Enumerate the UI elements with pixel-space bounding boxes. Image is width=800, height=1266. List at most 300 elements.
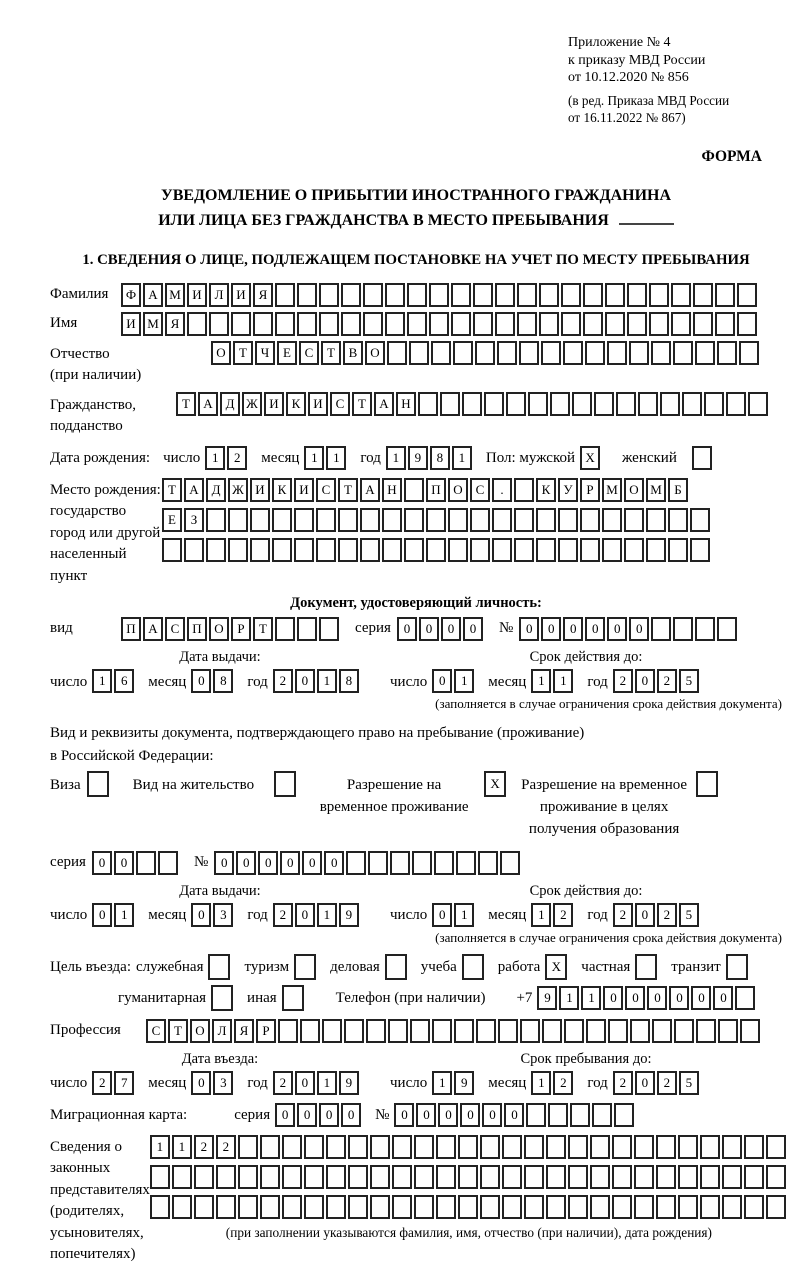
form-cell[interactable] [275, 283, 295, 307]
form-cell[interactable] [458, 1165, 478, 1189]
form-cell[interactable] [388, 1019, 408, 1043]
form-cell[interactable] [678, 1195, 698, 1219]
form-cell[interactable] [414, 1135, 434, 1159]
form-cell[interactable] [338, 538, 358, 562]
form-cell[interactable] [696, 1019, 716, 1043]
form-cell[interactable]: М [646, 478, 666, 502]
form-cell[interactable] [440, 392, 460, 416]
form-cell[interactable] [548, 1103, 568, 1127]
form-cell[interactable] [660, 392, 680, 416]
form-cell[interactable]: 1 [559, 986, 579, 1010]
form-cell[interactable]: 1 [581, 986, 601, 1010]
form-cell[interactable] [418, 392, 438, 416]
form-cell[interactable]: Р [256, 1019, 276, 1043]
form-cell[interactable] [322, 1019, 342, 1043]
form-cell[interactable]: К [536, 478, 556, 502]
form-cell[interactable] [528, 392, 548, 416]
form-cell[interactable] [436, 1195, 456, 1219]
form-cell[interactable] [629, 341, 649, 365]
form-cell[interactable]: И [294, 478, 314, 502]
form-cell[interactable] [476, 1019, 496, 1043]
form-cell[interactable] [206, 508, 226, 532]
form-cell[interactable] [656, 1195, 676, 1219]
form-cell[interactable] [700, 1195, 720, 1219]
form-cell[interactable]: Т [233, 341, 253, 365]
form-cell[interactable]: 0 [191, 1071, 211, 1095]
form-cell[interactable] [536, 538, 556, 562]
form-cell[interactable]: М [602, 478, 622, 502]
form-cell[interactable]: О [211, 341, 231, 365]
form-cell[interactable]: 2 [194, 1135, 214, 1159]
form-cell[interactable] [546, 1195, 566, 1219]
form-cell[interactable] [722, 1195, 742, 1219]
form-cell[interactable]: Ч [255, 341, 275, 365]
form-cell[interactable] [426, 538, 446, 562]
form-cell[interactable] [726, 392, 746, 416]
form-cell[interactable]: X [580, 446, 600, 470]
form-cell[interactable]: М [165, 283, 185, 307]
form-cell[interactable]: 0 [397, 617, 417, 641]
form-cell[interactable] [228, 508, 248, 532]
form-cell[interactable] [282, 1135, 302, 1159]
form-cell[interactable] [414, 1195, 434, 1219]
form-cell[interactable] [470, 538, 490, 562]
form-cell[interactable] [436, 1165, 456, 1189]
form-cell[interactable]: 0 [713, 986, 733, 1010]
form-cell[interactable]: С [330, 392, 350, 416]
form-cell[interactable]: 0 [214, 851, 234, 875]
form-cell[interactable] [412, 851, 432, 875]
form-cell[interactable] [568, 1165, 588, 1189]
form-cell[interactable] [297, 312, 317, 336]
form-cell[interactable] [692, 446, 712, 470]
form-cell[interactable]: 0 [635, 903, 655, 927]
form-cell[interactable]: 2 [273, 669, 293, 693]
form-cell[interactable]: 1 [92, 669, 112, 693]
form-cell[interactable]: И [264, 392, 284, 416]
form-cell[interactable] [370, 1135, 390, 1159]
form-cell[interactable] [392, 1195, 412, 1219]
form-cell[interactable]: У [558, 478, 578, 502]
form-cell[interactable]: 1 [317, 669, 337, 693]
form-cell[interactable]: 2 [613, 669, 633, 693]
form-cell[interactable]: 0 [419, 617, 439, 641]
form-cell[interactable] [717, 617, 737, 641]
form-cell[interactable]: 1 [205, 446, 225, 470]
form-cell[interactable] [722, 1165, 742, 1189]
form-cell[interactable]: 0 [302, 851, 322, 875]
form-cell[interactable]: 5 [679, 1071, 699, 1095]
form-cell[interactable] [451, 283, 471, 307]
form-cell[interactable]: Е [162, 508, 182, 532]
form-cell[interactable] [693, 283, 713, 307]
form-cell[interactable] [341, 283, 361, 307]
form-cell[interactable] [614, 1103, 634, 1127]
form-cell[interactable] [704, 392, 724, 416]
form-cell[interactable]: 1 [432, 1071, 452, 1095]
form-cell[interactable]: 9 [408, 446, 428, 470]
form-cell[interactable]: 6 [114, 669, 134, 693]
form-cell[interactable] [627, 312, 647, 336]
form-cell[interactable] [209, 312, 229, 336]
form-cell[interactable] [585, 341, 605, 365]
form-cell[interactable] [744, 1195, 764, 1219]
form-cell[interactable] [370, 1195, 390, 1219]
form-cell[interactable] [158, 851, 178, 875]
form-cell[interactable]: И [250, 478, 270, 502]
form-cell[interactable] [260, 1165, 280, 1189]
form-cell[interactable] [456, 851, 476, 875]
form-cell[interactable] [208, 954, 230, 980]
form-cell[interactable]: Т [321, 341, 341, 365]
form-cell[interactable]: 2 [273, 903, 293, 927]
form-cell[interactable] [275, 312, 295, 336]
form-cell[interactable] [480, 1165, 500, 1189]
form-cell[interactable] [718, 1019, 738, 1043]
form-cell[interactable]: 0 [635, 669, 655, 693]
form-cell[interactable] [414, 1165, 434, 1189]
form-cell[interactable] [583, 312, 603, 336]
form-cell[interactable]: 1 [531, 1071, 551, 1095]
form-cell[interactable] [297, 617, 317, 641]
form-cell[interactable] [630, 1019, 650, 1043]
form-cell[interactable]: Т [162, 478, 182, 502]
form-cell[interactable]: 8 [430, 446, 450, 470]
form-cell[interactable]: 1 [452, 446, 472, 470]
form-cell[interactable] [740, 1019, 760, 1043]
form-cell[interactable] [627, 283, 647, 307]
form-cell[interactable] [348, 1195, 368, 1219]
form-cell[interactable]: 0 [691, 986, 711, 1010]
form-cell[interactable] [480, 1195, 500, 1219]
form-cell[interactable] [514, 478, 534, 502]
form-cell[interactable] [612, 1195, 632, 1219]
form-cell[interactable] [294, 508, 314, 532]
form-cell[interactable]: Ж [228, 478, 248, 502]
form-cell[interactable]: М [143, 312, 163, 336]
form-cell[interactable] [184, 538, 204, 562]
form-cell[interactable]: 9 [339, 903, 359, 927]
form-cell[interactable] [250, 538, 270, 562]
form-cell[interactable]: 9 [339, 1071, 359, 1095]
form-cell[interactable] [580, 508, 600, 532]
form-cell[interactable] [612, 1165, 632, 1189]
form-cell[interactable]: И [308, 392, 328, 416]
form-cell[interactable]: И [187, 283, 207, 307]
form-cell[interactable]: Р [231, 617, 251, 641]
form-cell[interactable] [690, 508, 710, 532]
form-cell[interactable] [612, 1135, 632, 1159]
form-cell[interactable] [300, 1019, 320, 1043]
form-cell[interactable]: X [545, 954, 567, 980]
form-cell[interactable] [590, 1195, 610, 1219]
form-cell[interactable] [517, 312, 537, 336]
form-cell[interactable] [649, 283, 669, 307]
form-cell[interactable] [558, 538, 578, 562]
form-cell[interactable]: X [484, 771, 506, 797]
form-cell[interactable] [564, 1019, 584, 1043]
form-cell[interactable] [404, 538, 424, 562]
form-cell[interactable]: П [121, 617, 141, 641]
form-cell[interactable] [231, 312, 251, 336]
form-cell[interactable]: 1 [454, 903, 474, 927]
form-cell[interactable] [539, 312, 559, 336]
form-cell[interactable]: К [272, 478, 292, 502]
form-cell[interactable]: В [343, 341, 363, 365]
form-cell[interactable] [484, 392, 504, 416]
form-cell[interactable] [624, 538, 644, 562]
form-cell[interactable] [649, 312, 669, 336]
form-cell[interactable]: П [187, 617, 207, 641]
form-cell[interactable]: 3 [213, 903, 233, 927]
form-cell[interactable] [526, 1103, 546, 1127]
form-cell[interactable] [150, 1165, 170, 1189]
form-cell[interactable] [524, 1165, 544, 1189]
form-cell[interactable] [498, 1019, 518, 1043]
form-cell[interactable]: 2 [553, 1071, 573, 1095]
form-cell[interactable]: 0 [432, 903, 452, 927]
form-cell[interactable]: С [165, 617, 185, 641]
form-cell[interactable]: 0 [607, 617, 627, 641]
form-cell[interactable] [546, 1165, 566, 1189]
form-cell[interactable]: 1 [326, 446, 346, 470]
form-cell[interactable] [635, 954, 657, 980]
form-cell[interactable] [497, 341, 517, 365]
form-cell[interactable]: П [426, 478, 446, 502]
form-cell[interactable]: О [209, 617, 229, 641]
form-cell[interactable] [348, 1165, 368, 1189]
form-cell[interactable] [360, 538, 380, 562]
form-cell[interactable] [656, 1165, 676, 1189]
form-cell[interactable] [385, 312, 405, 336]
form-cell[interactable]: С [316, 478, 336, 502]
form-cell[interactable] [739, 341, 759, 365]
form-cell[interactable]: Т [168, 1019, 188, 1043]
form-cell[interactable] [409, 341, 429, 365]
form-cell[interactable] [671, 312, 691, 336]
form-cell[interactable] [426, 508, 446, 532]
form-cell[interactable]: 2 [553, 903, 573, 927]
form-cell[interactable]: Т [338, 478, 358, 502]
form-cell[interactable] [260, 1135, 280, 1159]
form-cell[interactable] [570, 1103, 590, 1127]
form-cell[interactable] [458, 1135, 478, 1159]
form-cell[interactable] [319, 312, 339, 336]
form-cell[interactable]: Л [212, 1019, 232, 1043]
form-cell[interactable] [715, 312, 735, 336]
form-cell[interactable]: 0 [585, 617, 605, 641]
form-cell[interactable]: А [360, 478, 380, 502]
form-cell[interactable]: 2 [657, 1071, 677, 1095]
form-cell[interactable]: 0 [563, 617, 583, 641]
form-cell[interactable] [392, 1165, 412, 1189]
form-cell[interactable] [715, 283, 735, 307]
form-cell[interactable]: 0 [460, 1103, 480, 1127]
form-cell[interactable]: 0 [275, 1103, 295, 1127]
form-cell[interactable] [744, 1165, 764, 1189]
form-cell[interactable] [695, 341, 715, 365]
form-cell[interactable] [590, 1165, 610, 1189]
form-cell[interactable]: Е [277, 341, 297, 365]
form-cell[interactable]: Л [209, 283, 229, 307]
form-cell[interactable] [539, 283, 559, 307]
form-cell[interactable]: 0 [258, 851, 278, 875]
form-cell[interactable] [602, 538, 622, 562]
form-cell[interactable] [366, 1019, 386, 1043]
form-cell[interactable] [172, 1165, 192, 1189]
form-cell[interactable] [656, 1135, 676, 1159]
form-cell[interactable] [586, 1019, 606, 1043]
form-cell[interactable] [282, 985, 304, 1011]
form-cell[interactable] [646, 508, 666, 532]
form-cell[interactable]: О [448, 478, 468, 502]
form-cell[interactable]: 1 [317, 1071, 337, 1095]
form-cell[interactable] [274, 771, 296, 797]
form-cell[interactable]: 2 [92, 1071, 112, 1095]
form-cell[interactable] [473, 312, 493, 336]
form-cell[interactable]: 0 [438, 1103, 458, 1127]
form-cell[interactable]: 2 [216, 1135, 236, 1159]
form-cell[interactable] [187, 312, 207, 336]
form-cell[interactable]: А [143, 617, 163, 641]
form-cell[interactable] [514, 538, 534, 562]
form-cell[interactable] [624, 508, 644, 532]
form-cell[interactable] [700, 1165, 720, 1189]
form-cell[interactable] [536, 508, 556, 532]
form-cell[interactable] [434, 851, 454, 875]
form-cell[interactable] [722, 1135, 742, 1159]
form-cell[interactable] [194, 1165, 214, 1189]
form-cell[interactable]: 0 [341, 1103, 361, 1127]
form-cell[interactable] [572, 392, 592, 416]
form-cell[interactable]: 1 [531, 669, 551, 693]
form-cell[interactable] [668, 538, 688, 562]
form-cell[interactable]: 7 [114, 1071, 134, 1095]
form-cell[interactable]: 0 [191, 903, 211, 927]
form-cell[interactable] [458, 1195, 478, 1219]
form-cell[interactable] [282, 1195, 302, 1219]
form-cell[interactable] [668, 508, 688, 532]
form-cell[interactable] [592, 1103, 612, 1127]
form-cell[interactable]: И [231, 283, 251, 307]
form-cell[interactable] [453, 341, 473, 365]
form-cell[interactable] [678, 1135, 698, 1159]
form-cell[interactable] [363, 283, 383, 307]
form-cell[interactable] [387, 341, 407, 365]
form-cell[interactable] [304, 1195, 324, 1219]
form-cell[interactable] [506, 392, 526, 416]
form-cell[interactable] [495, 283, 515, 307]
form-cell[interactable] [436, 1135, 456, 1159]
form-cell[interactable] [194, 1195, 214, 1219]
form-cell[interactable] [282, 1165, 302, 1189]
form-cell[interactable] [646, 538, 666, 562]
form-cell[interactable]: О [624, 478, 644, 502]
form-cell[interactable]: О [190, 1019, 210, 1043]
form-cell[interactable] [583, 283, 603, 307]
form-cell[interactable]: 0 [541, 617, 561, 641]
form-cell[interactable] [454, 1019, 474, 1043]
form-cell[interactable] [451, 312, 471, 336]
form-cell[interactable]: 0 [603, 986, 623, 1010]
form-cell[interactable] [344, 1019, 364, 1043]
form-cell[interactable]: 1 [386, 446, 406, 470]
form-cell[interactable]: Т [253, 617, 273, 641]
form-cell[interactable]: 0 [441, 617, 461, 641]
form-cell[interactable]: 2 [613, 1071, 633, 1095]
form-cell[interactable] [561, 312, 581, 336]
form-cell[interactable] [238, 1165, 258, 1189]
form-cell[interactable]: А [198, 392, 218, 416]
form-cell[interactable]: С [299, 341, 319, 365]
form-cell[interactable] [558, 508, 578, 532]
form-cell[interactable] [717, 341, 737, 365]
form-cell[interactable]: 1 [454, 669, 474, 693]
form-cell[interactable] [346, 851, 366, 875]
form-cell[interactable]: 0 [482, 1103, 502, 1127]
form-cell[interactable]: 0 [114, 851, 134, 875]
form-cell[interactable] [238, 1195, 258, 1219]
form-cell[interactable] [735, 986, 755, 1010]
form-cell[interactable] [211, 985, 233, 1011]
form-cell[interactable] [492, 538, 512, 562]
form-cell[interactable]: 0 [394, 1103, 414, 1127]
form-cell[interactable] [429, 312, 449, 336]
form-cell[interactable]: 2 [227, 446, 247, 470]
form-cell[interactable]: 8 [339, 669, 359, 693]
form-cell[interactable] [495, 312, 515, 336]
form-cell[interactable] [448, 508, 468, 532]
form-cell[interactable]: 9 [537, 986, 557, 1010]
form-cell[interactable] [690, 538, 710, 562]
form-cell[interactable] [429, 283, 449, 307]
form-cell[interactable] [671, 283, 691, 307]
form-cell[interactable]: 0 [92, 903, 112, 927]
form-cell[interactable] [253, 312, 273, 336]
form-cell[interactable] [206, 538, 226, 562]
form-cell[interactable]: Д [206, 478, 226, 502]
form-cell[interactable] [462, 954, 484, 980]
form-cell[interactable] [316, 538, 336, 562]
form-cell[interactable] [634, 1165, 654, 1189]
form-cell[interactable] [136, 851, 156, 875]
form-cell[interactable] [524, 1135, 544, 1159]
form-cell[interactable] [370, 1165, 390, 1189]
form-cell[interactable] [382, 538, 402, 562]
form-cell[interactable] [502, 1135, 522, 1159]
form-cell[interactable]: Ж [242, 392, 262, 416]
form-cell[interactable] [561, 283, 581, 307]
form-cell[interactable]: 0 [280, 851, 300, 875]
form-cell[interactable] [368, 851, 388, 875]
form-cell[interactable]: 0 [504, 1103, 524, 1127]
form-cell[interactable] [341, 312, 361, 336]
form-cell[interactable] [674, 1019, 694, 1043]
form-cell[interactable]: 0 [295, 903, 315, 927]
form-cell[interactable]: 1 [317, 903, 337, 927]
form-cell[interactable] [568, 1135, 588, 1159]
form-cell[interactable]: А [184, 478, 204, 502]
form-cell[interactable] [431, 341, 451, 365]
form-cell[interactable] [542, 1019, 562, 1043]
form-cell[interactable]: Б [668, 478, 688, 502]
form-cell[interactable]: И [121, 312, 141, 336]
form-cell[interactable] [294, 954, 316, 980]
form-cell[interactable]: Я [234, 1019, 254, 1043]
form-cell[interactable] [602, 508, 622, 532]
form-cell[interactable]: 2 [273, 1071, 293, 1095]
form-cell[interactable] [524, 1195, 544, 1219]
